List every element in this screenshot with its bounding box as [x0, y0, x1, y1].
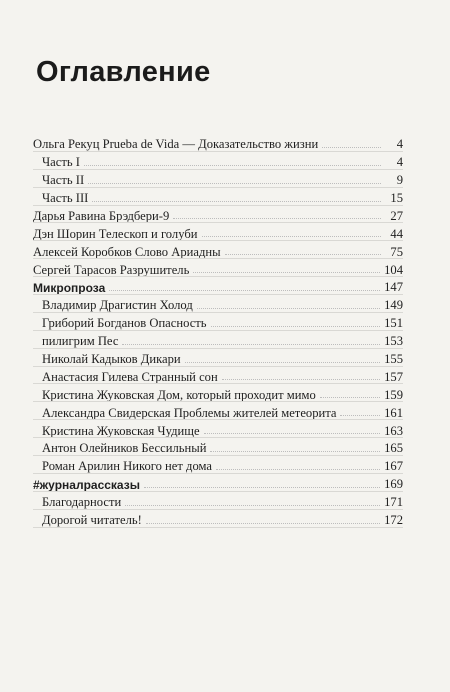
toc-entry-page-number: 4 [396, 155, 403, 170]
toc-leader-dots [320, 397, 380, 398]
toc-entry-title: Антон Олейников Бессильный [42, 441, 207, 456]
toc-entry-page-number: 157 [384, 369, 403, 384]
toc-leader-dots [202, 236, 382, 237]
toc-entry [33, 151, 403, 169]
toc-entry [33, 366, 403, 384]
toc-leader-dots [222, 379, 380, 380]
toc-entry [33, 276, 403, 294]
toc-entry-page-number: 153 [384, 334, 403, 349]
toc-leader-dots [216, 469, 380, 470]
toc-entry [33, 348, 403, 366]
toc-entry-page-number: 75 [390, 244, 403, 259]
toc-entry-page-number: 147 [384, 280, 403, 295]
toc-entry [33, 240, 403, 258]
toc-entry-title: Микропроза [33, 281, 106, 296]
toc-leader-dots [322, 147, 381, 148]
toc-entry-page-number: 104 [384, 262, 403, 277]
toc-leader-dots [146, 523, 380, 524]
toc-entry-page-number: 163 [384, 423, 403, 438]
toc-leader-dots [340, 415, 380, 416]
toc-entry [33, 419, 403, 437]
toc-entry [33, 491, 403, 509]
toc-entry-page-number: 165 [384, 441, 403, 456]
toc-entry-page-number: 171 [384, 495, 403, 510]
toc-entry-title: Александра Свидерская Проблемы жителей метеорита [42, 405, 337, 420]
toc-entry [33, 187, 403, 205]
table-of-contents [33, 133, 403, 527]
toc-entry [33, 169, 403, 187]
toc-entry-page-number: 27 [390, 208, 403, 223]
toc-entry [33, 401, 403, 419]
toc-entry-page-number: 9 [396, 173, 403, 188]
toc-entry-page-number: 169 [384, 477, 403, 492]
toc-leader-dots [211, 326, 381, 327]
toc-entry-title: #журналрассказы [33, 477, 140, 492]
toc-entry [33, 205, 403, 223]
toc-entry-title: пилигрим Пес [42, 334, 119, 349]
toc-entry [33, 455, 403, 473]
toc-entry-page-number: 44 [390, 226, 403, 241]
toc-entry-page-number: 159 [384, 387, 403, 402]
page-title: Оглавление [36, 56, 211, 88]
toc-entry-title: Часть II [42, 173, 85, 188]
toc-leader-dots [122, 344, 380, 345]
toc-entry [33, 133, 403, 151]
toc-entry-title: Роман Арилин Никого нет дома [42, 459, 212, 474]
toc-entry-title: Кристина Жуковская Дом, который проходит мимо [42, 387, 316, 402]
toc-entry [33, 437, 403, 455]
toc-entry-title: Сергей Тарасов Разрушитель [33, 262, 190, 277]
toc-leader-dots [109, 290, 380, 291]
toc-entry-page-number: 151 [384, 316, 403, 331]
toc-entry-page-number: 15 [390, 190, 403, 205]
toc-entry [33, 330, 403, 348]
toc-entry-title: Благодарности [42, 495, 122, 510]
toc-leader-dots [84, 165, 381, 166]
toc-leader-dots [88, 183, 381, 184]
toc-entry-title: Часть I [42, 155, 80, 170]
toc-entry-title: Владимир Драгистин Холод [42, 298, 193, 313]
toc-leader-dots [197, 308, 380, 309]
toc-leader-dots [225, 254, 381, 255]
toc-leader-dots [144, 487, 380, 488]
toc-entry-page-number: 161 [384, 405, 403, 420]
toc-entry-title: Дэн Шорин Телескоп и голуби [33, 226, 198, 241]
toc-entry-page-number: 155 [384, 351, 403, 366]
toc-entry [33, 509, 403, 527]
toc-leader-dots [204, 433, 381, 434]
toc-entry-title: Гриборий Богданов Опасность [42, 316, 207, 331]
toc-entry-page-number: 172 [384, 513, 403, 527]
toc-entry [33, 473, 403, 491]
toc-entry [33, 312, 403, 330]
toc-entry [33, 383, 403, 401]
toc-entry-title: Часть III [42, 190, 89, 205]
toc-entry-page-number: 167 [384, 459, 403, 474]
toc-entry-title: Ольга Рекуц Prueba de Vida — Доказательство жизни [33, 137, 319, 152]
toc-entry [33, 258, 403, 276]
toc-entry-title: Кристина Жуковская Чудище [42, 423, 200, 438]
toc-entry [33, 222, 403, 240]
toc-entry-title: Николай Кадыков Дикари [42, 351, 181, 366]
toc-entry-title: Дарья Равина Брэдбери-9 [33, 208, 170, 223]
toc-leader-dots [92, 201, 381, 202]
toc-leader-dots [210, 451, 380, 452]
toc-entry-title: Анастасия Гилева Странный сон [42, 369, 218, 384]
toc-leader-dots [173, 218, 381, 219]
toc-entry-page-number: 149 [384, 298, 403, 313]
toc-leader-dots [185, 362, 380, 363]
toc-entry-title: Алексей Коробков Слово Ариадны [33, 244, 221, 259]
toc-leader-dots [193, 272, 380, 273]
toc-entry-title: Дорогой читатель! [42, 513, 142, 527]
toc-leader-dots [125, 505, 380, 506]
toc-entry-page-number: 4 [396, 137, 403, 152]
toc-entry [33, 294, 403, 312]
